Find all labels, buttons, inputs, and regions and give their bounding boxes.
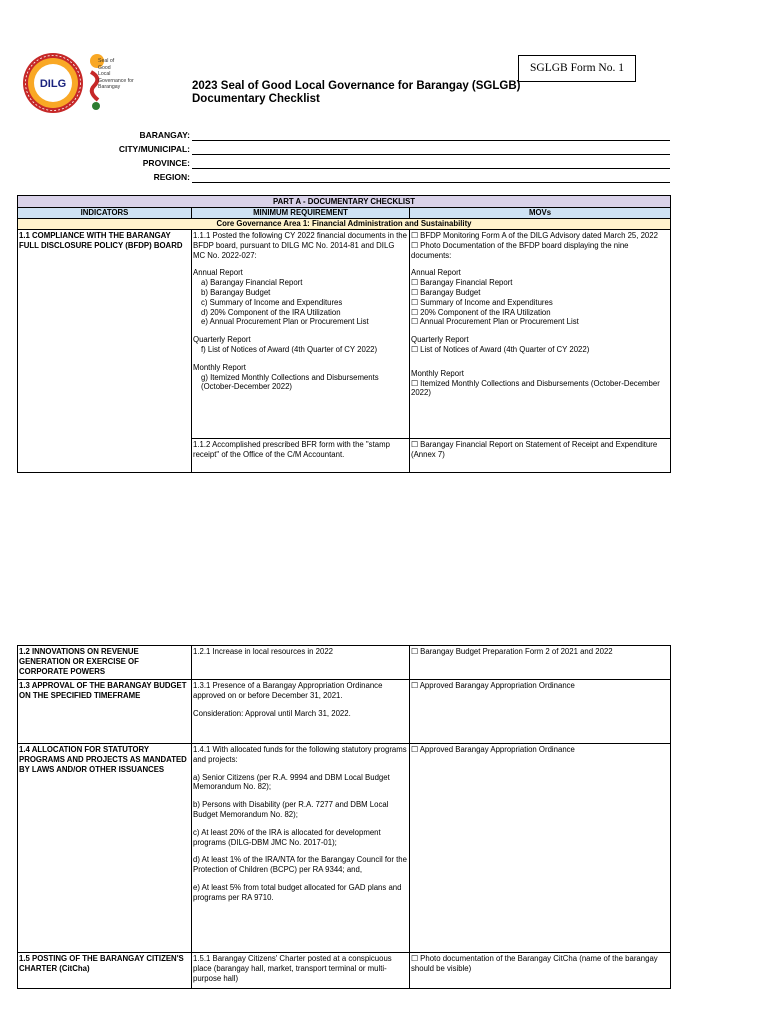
list-item: e) Annual Procurement Plan or Procurement List — [201, 317, 369, 327]
city-municipal-field[interactable] — [20, 142, 670, 156]
movs-1-3-1[interactable]: ☐ Approved Barangay Appropriation Ordinance — [410, 680, 671, 744]
header-logos — [22, 52, 152, 114]
monthly-report-title: Monthly Report — [411, 368, 464, 378]
requirement-1-2-1: 1.2.1 Increase in local resources in 2022 — [192, 646, 410, 680]
requirement-text: 1.3.1 Presence of a Barangay Appropriation Ordinance approved on or before December 31, 2021. — [193, 681, 383, 700]
sglg-word: Seal of — [98, 58, 115, 64]
region-input-line[interactable] — [192, 173, 670, 183]
requirement-1-1-1 — [192, 230, 410, 439]
list-item: e) At least 5% from total budget allocated for GAD plans and programs per RA 9710. — [193, 882, 402, 902]
list-item: c) Summary of Income and Expenditures — [201, 297, 343, 307]
city-municipal-label: CITY/MUNICIPAL: — [118, 144, 190, 154]
list-item: a) Senior Citizens (per R.A. 9994 and DBM Local Budget Memorandum No. 82); — [193, 772, 390, 792]
sglg-logo-words — [98, 58, 134, 91]
form-number-box: SGLGB Form No. 1 — [518, 55, 636, 82]
requirement-1-4-1 — [192, 744, 410, 953]
movs-1-1-1 — [410, 230, 671, 439]
checklist-table-page1 — [17, 195, 671, 473]
list-item: c) At least 20% of the IRA is allocated for development programs (DILG-DBM JMC No. 2017-01); — [193, 827, 381, 847]
barangay-label: BARANGAY: — [139, 130, 190, 140]
table-row — [18, 744, 671, 953]
sglg-word: Good — [98, 64, 111, 71]
indicator-1-2: 1.2 INNOVATIONS ON REVENUE GENERATION OR EXERCISE OF CORPORATE POWERS — [18, 646, 192, 680]
mov-checkbox-item[interactable]: ☐ Barangay Budget — [411, 287, 481, 297]
list-item: a) Barangay Financial Report — [201, 278, 303, 288]
mov-checkbox-item[interactable]: ☐ List of Notices of Award (4th Quarter of CY 2022) — [411, 344, 590, 354]
table-row — [18, 230, 671, 439]
monthly-report-title: Monthly Report — [193, 362, 246, 372]
mov-checkbox-item[interactable]: ☐ Itemized Monthly Collections and Disbursements (October-December 2022) — [411, 378, 660, 398]
title-line-1: 2023 Seal of Good Local Governance for Barangay (SGLGB) — [192, 80, 521, 92]
mov-checkbox-item[interactable]: ☐ 20% Component of the IRA Utilization — [411, 307, 551, 317]
indicators-header: INDICATORS — [18, 208, 192, 219]
indicator-1-3: 1.3 APPROVAL OF THE BARANGAY BUDGET ON THE SPECIFIED TIMEFRAME — [18, 680, 192, 744]
governance-area-title: Core Governance Area 1: Financial Administration and Sustainability — [18, 219, 671, 230]
title-line-2: Documentary Checklist — [192, 92, 320, 105]
requirement-1-5-1: 1.5.1 Barangay Citizens' Charter posted at a conspicuous place (barangay hall, market, transport terminal or multi-purpose hall) — [192, 953, 410, 989]
part-a-title: PART A - DOCUMENTARY CHECKLIST — [18, 196, 671, 208]
movs-1-1-2[interactable]: ☐ Barangay Financial Report on Statement of Receipt and Expenditure (Annex 7) — [410, 439, 671, 473]
sglg-word: Governance for — [98, 77, 134, 84]
checklist-table-page2 — [17, 645, 671, 989]
annual-report-title: Annual Report — [193, 268, 243, 278]
province-label: PROVINCE: — [142, 158, 190, 168]
list-item: d) At least 1% of the IRA/NTA for the Barangay Council for the Protection of Children (BCPC) per RA 9344; and, — [193, 855, 407, 875]
indicator-1-1: 1.1 COMPLIANCE WITH THE BARANGAY FULL DISCLOSURE POLICY (BFDP) BOARD — [18, 230, 192, 473]
list-item: d) 20% Component of the IRA Utilization — [201, 307, 341, 317]
city-municipal-input-line[interactable] — [192, 145, 670, 155]
dilg-seal-logo — [22, 52, 84, 114]
requirement-text: 1.4.1 With allocated funds for the following statutory programs and projects: — [193, 745, 407, 764]
region-label: REGION: — [153, 172, 190, 182]
mov-checkbox-item[interactable]: ☐ Barangay Financial Report — [411, 278, 513, 288]
requirement-text: 1.1.1 Posted the following CY 2022 financial documents in the BFDP board, pursuant to DILG MC No. 2014-81 and DILG MC No. 2022-027: — [193, 231, 407, 260]
table-row — [18, 953, 671, 989]
requirement-1-1-2: 1.1.2 Accomplished prescribed BFR form with the "stamp receipt" of the Office of the C/M Accountant. — [192, 439, 410, 473]
mov-checkbox-item[interactable]: ☐ Photo Documentation of the BFDP board displaying the nine documents: — [411, 240, 629, 260]
minimum-requirement-header: MINIMUM REQUIREMENT — [192, 208, 410, 219]
list-item: g) Itemized Monthly Collections and Disbursements (October-December 2022) — [201, 372, 379, 392]
barangay-field[interactable] — [20, 128, 670, 142]
movs-1-4-1[interactable]: ☐ Approved Barangay Appropriation Ordinance — [410, 744, 671, 953]
list-item: b) Persons with Disability (per R.A. 7277 and DBM Local Budget Memorandum No. 82); — [193, 800, 389, 819]
annual-report-title: Annual Report — [411, 268, 461, 278]
sglg-logo — [88, 52, 152, 114]
province-input-line[interactable] — [192, 159, 670, 169]
dilg-logo-text: DILG — [39, 78, 67, 90]
sglg-word: Local — [98, 71, 111, 78]
movs-1-5-1[interactable]: ☐ Photo documentation of the Barangay CitCha (name of the barangay should be visible) — [410, 953, 671, 989]
sglg-word: Barangay — [98, 84, 121, 91]
barangay-input-line[interactable] — [192, 131, 670, 141]
table-row — [18, 646, 671, 680]
province-field[interactable] — [20, 156, 670, 170]
region-field[interactable] — [20, 170, 670, 184]
list-item: b) Barangay Budget — [201, 287, 271, 297]
document-title — [192, 80, 520, 105]
requirement-1-3-1 — [192, 680, 410, 744]
mov-checkbox-item[interactable]: ☐ Annual Procurement Plan or Procurement List — [411, 317, 579, 327]
indicator-1-4: 1.4 ALLOCATION FOR STATUTORY PROGRAMS AND PROJECTS AS MANDATED BY LAWS AND/OR OTHER ISSUANCES — [18, 744, 192, 953]
list-item: f) List of Notices of Award (4th Quarter of CY 2022) — [201, 344, 378, 354]
requirement-note: Consideration: Approval until March 31, 2022. — [193, 708, 351, 718]
mov-checkbox-item[interactable]: ☐ BFDP Monitoring Form A of the DILG Advisory dated March 25, 2022 — [411, 231, 658, 240]
mov-checkbox-item[interactable]: ☐ Summary of Income and Expenditures — [411, 297, 553, 307]
quarterly-report-title: Quarterly Report — [411, 335, 469, 345]
quarterly-report-title: Quarterly Report — [193, 335, 251, 345]
table-row — [18, 680, 671, 744]
movs-header: MOVs — [410, 208, 671, 219]
movs-1-2-1[interactable]: ☐ Barangay Budget Preparation Form 2 of 2021 and 2022 — [410, 646, 671, 680]
indicator-1-5: 1.5 POSTING OF THE BARANGAY CITIZEN'S CHARTER (CitCha) — [18, 953, 192, 989]
